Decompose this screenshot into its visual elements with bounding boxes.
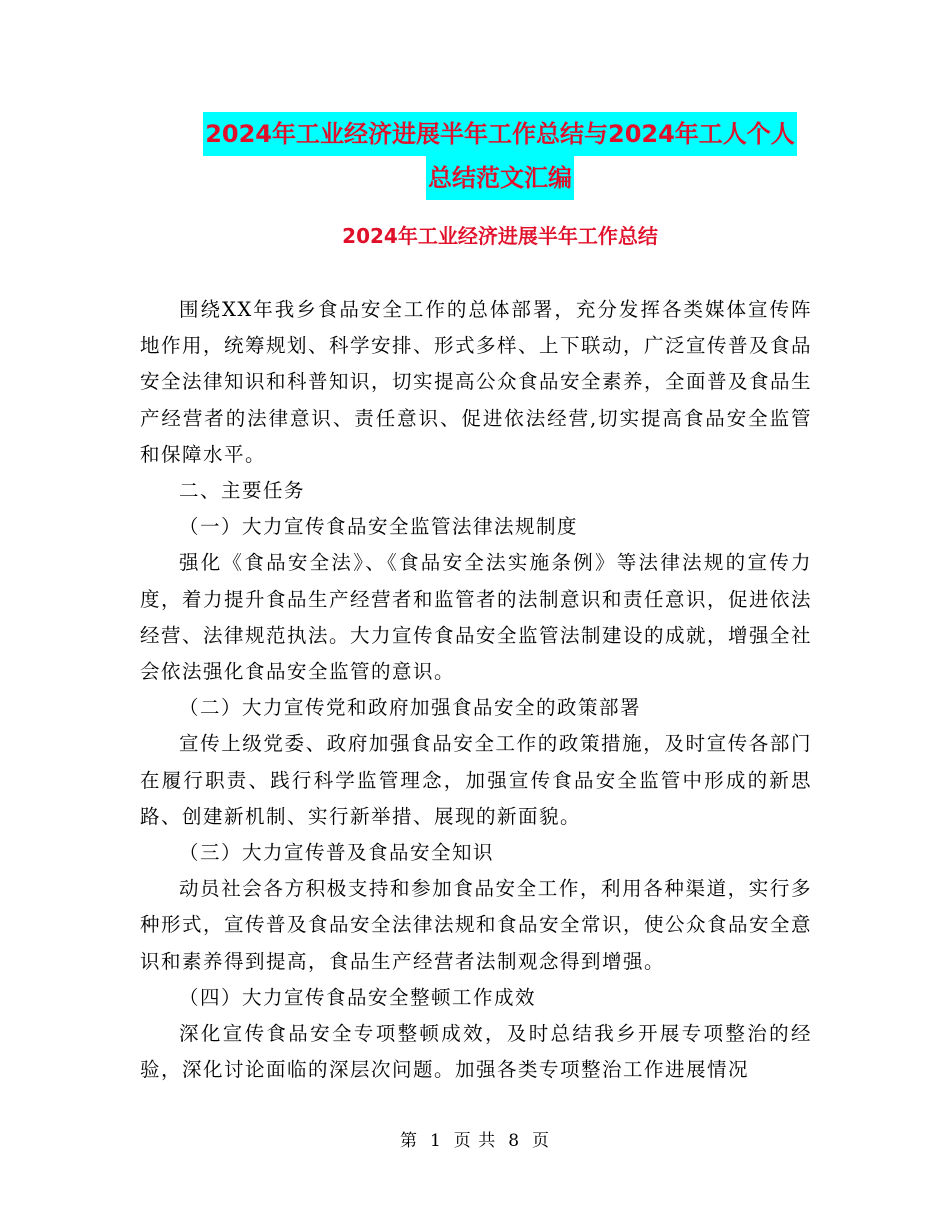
subheading-1: （一）大力宣传食品安全监管法律法规制度 xyxy=(179,515,579,539)
footer-suffix: 页 xyxy=(532,1131,551,1151)
footer-mid: 页 共 xyxy=(453,1131,497,1151)
intro-paragraph: 围绕XX年我乡食品安全工作的总体部署，充分发挥各类媒体宣传阵地作用，统筹规划、科学安排、形式多样、上下联动，广泛宣传普及食品安全法律知识和科普知识，切实提高公众食品安全素养，全面普及食品生产经营者的法律意识、责任意识、促进依法经营,切实提高食品安全监管和保障水平。 xyxy=(140,298,813,466)
document-title-line-1: 2024年工业经济进展半年工作总结与2024年工人个人 xyxy=(203,112,797,156)
document-body xyxy=(140,292,812,1088)
footer-page-total: 8 xyxy=(508,1131,521,1151)
subheading-3: （三）大力宣传普及食品安全知识 xyxy=(179,841,495,865)
section-title: 2024年工业经济进展半年工作总结 xyxy=(342,224,658,248)
paragraph-2: 宣传上级党委、政府加强食品安全工作的政策措施，及时宣传各部门在履行职责、践行科学监管理念，加强宣传食品安全监管中形成的新思路、创建新机制、实行新举措、展现的新面貌。 xyxy=(140,732,812,828)
page-footer xyxy=(0,1126,950,1151)
heading-main-tasks: 二、主要任务 xyxy=(179,479,306,503)
subheading-4: （四）大力宣传食品安全整顿工作成效 xyxy=(179,985,537,1009)
paragraph-3: 动员社会各方积极支持和参加食品安全工作，利用各种渠道，实行多种形式，宣传普及食品安全法律法规和食品安全常识，使公众食品安全意识和素养得到提高，食品生产经营者法制观念得到增强。 xyxy=(140,877,813,973)
paragraph-4: 深化宣传食品安全专项整顿成效，及时总结我乡开展专项整治的经验，深化讨论面临的深层次问题。加强各类专项整治工作进展情况 xyxy=(140,1022,812,1082)
subheading-2: （二）大力宣传党和政府加强食品安全的政策部署 xyxy=(179,696,642,720)
document-title-line-2: 总结范文汇编 xyxy=(426,156,574,200)
document-title xyxy=(140,112,860,200)
paragraph-1: 强化《食品安全法》、《食品安全法实施条例》等法律法规的宣传力度，着力提升食品生产经营者和监管者的法制意识和责任意识，促进依法经营、法律规范执法。大力宣传食品安全监管法制建设的成就，增强全社会依法强化食品安全监管的意识。 xyxy=(140,551,813,684)
footer-prefix: 第 xyxy=(399,1131,418,1151)
footer-page-number: 1 xyxy=(429,1131,442,1151)
